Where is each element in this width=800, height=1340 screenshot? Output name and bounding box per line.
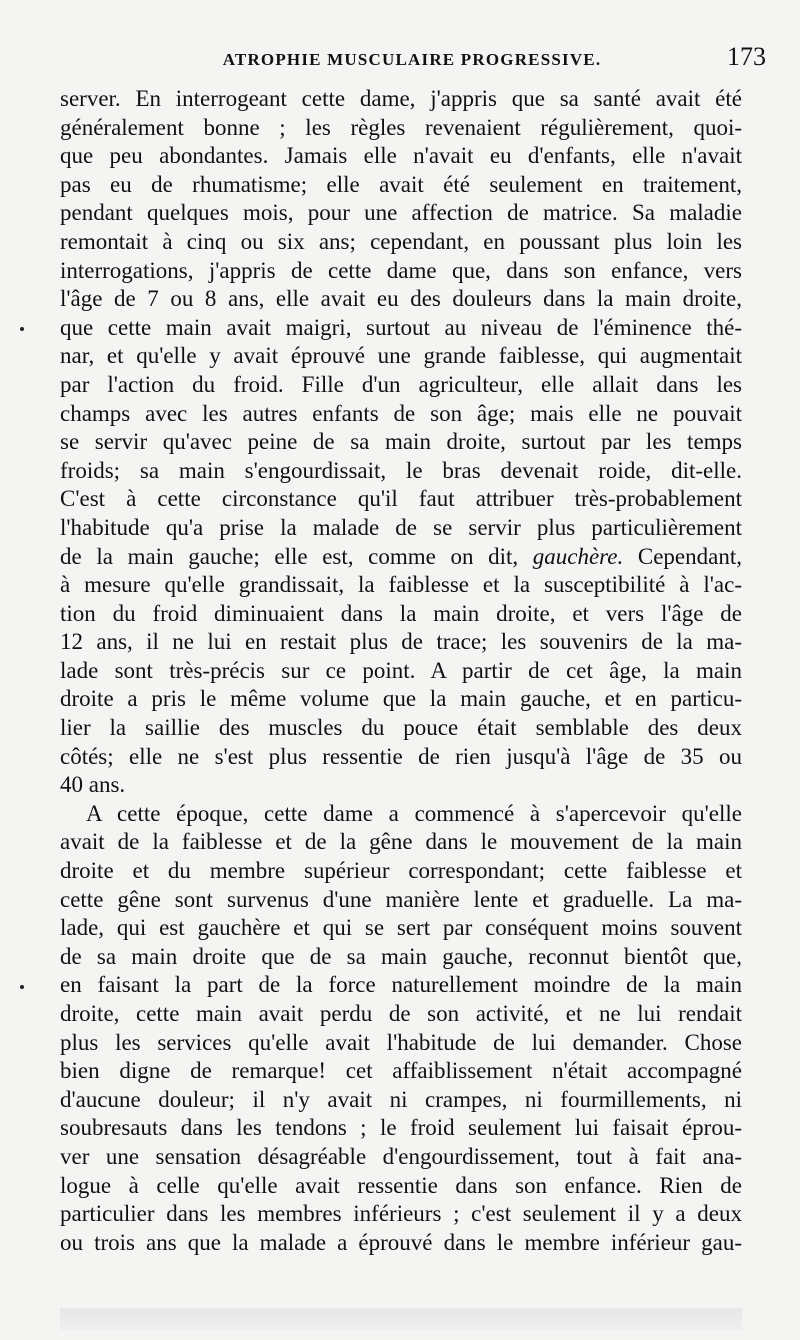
text-line: que peu abondantes. Jamais elle n'avait eu d'enfants, elle n'avait [60, 143, 742, 169]
show-through-shadow [60, 1308, 742, 1330]
text-line: droite, cette main avait perdu de son activité, et ne lui rendait [60, 1001, 742, 1026]
text-line: 12 ans, il ne lui en restait plus de trace; les souvenirs de la ma- [60, 629, 742, 655]
text-line: soubresauts dans les tendons ; le froid seulement lui faisait éprou- [60, 1115, 742, 1141]
text-line: 40 ans. [60, 772, 126, 798]
margin-dot [20, 327, 24, 331]
page-header [52, 40, 772, 80]
text-line: généralement bonne ; les règles revenaient régulièrement, quoi- [60, 114, 742, 140]
text-line: logue à celle qu'elle avait ressentie dans son enfance. Rien de [60, 1172, 742, 1198]
italic-word: gauchère. [532, 543, 624, 569]
text-line: d'aucune douleur; il n'y avait ni crampes, ni fourmillements, ni [60, 1086, 742, 1112]
text-line: lade sont très-précis sur ce point. A partir de cet âge, la main [60, 657, 742, 683]
text-line: tion du froid diminuaient dans la main droite, et vers l'âge de [60, 600, 742, 626]
text-line: champs avec les autres enfants de son âge; mais elle ne pouvait [60, 400, 742, 426]
paragraph-first-line: A cette époque, cette dame a commencé à s'apercevoir qu'elle [86, 800, 742, 826]
text-line: interrogations, j'appris de cette dame que, dans son enfance, vers [60, 257, 742, 283]
running-title: ATROPHIE MUSCULAIRE PROGRESSIVE. [222, 50, 602, 69]
text-line: droite a pris le même volume que la main gauche, et en particu- [60, 686, 742, 712]
text-line: avait de la faiblesse et de la gêne dans le mouvement de la main [60, 829, 742, 855]
text-line: se servir qu'avec peine de sa main droite, surtout par les temps [60, 429, 742, 455]
text-line: C'est à cette circonstance qu'il faut attribuer très-probablement [60, 486, 742, 512]
text-line: plus les services qu'elle avait l'habitude de lui demander. Chose [60, 1029, 742, 1055]
text-line: en faisant la part de la force naturellement moindre de la main [60, 972, 742, 998]
text-line: nar, et qu'elle y avait éprouvé une grande faiblesse, qui augmentait [60, 343, 742, 369]
text-line: droite et du membre supérieur correspondant; cette faiblesse et [60, 858, 742, 884]
text-line: server. En interrogeant cette dame, j'appris que sa santé avait été [60, 86, 742, 111]
text-line: de sa main droite que de sa main gauche, reconnut bientôt que, [60, 943, 742, 969]
body-text [60, 85, 742, 1257]
text-line: l'habitude qu'a prise la malade de se servir plus particulièrement [60, 514, 742, 540]
text-line: particulier dans les membres inférieurs ; c'est seulement il y a deux [60, 1201, 742, 1227]
text-line: lade, qui est gauchère et qui se sert par conséquent moins souvent [60, 915, 742, 941]
text-line: ou trois ans que la malade a éprouvé dans le membre inférieur gau- [60, 1229, 742, 1255]
text-line: bien digne de remarque! cet affaiblissement n'était accompagné [60, 1058, 742, 1084]
text-line: cette gêne sont survenus d'une manière lente et graduelle. La ma- [60, 886, 742, 912]
text-segment: de la main gauche; elle est, comme on dit, [60, 543, 533, 569]
text-line: lier la saillie des muscles du pouce était semblable des deux [60, 715, 742, 741]
text-line: l'âge de 7 ou 8 ans, elle avait eu des douleurs dans la main droite, [60, 286, 742, 312]
page-number: 173 [727, 42, 766, 71]
text-line: que cette main avait maigri, surtout au niveau de l'éminence thé- [60, 314, 742, 340]
text-line: pendant quelques mois, pour une affection de matrice. Sa maladie [60, 200, 742, 226]
text-line: froids; sa main s'engourdissait, le bras devenait roide, dit-elle. [60, 457, 742, 483]
text-line-with-italic [60, 543, 742, 572]
text-line: remontait à cinq ou six ans; cependant, en poussant plus loin les [60, 228, 742, 254]
text-segment: Cependant, [623, 543, 742, 569]
text-line: côtés; elle ne s'est plus ressentie de rien jusqu'à l'âge de 35 ou [60, 743, 742, 769]
text-line: pas eu de rhumatisme; elle avait été seulement en traitement, [60, 171, 742, 197]
text-line: à mesure qu'elle grandissait, la faiblesse et la susceptibilité à l'ac- [60, 572, 742, 598]
margin-dot [20, 985, 24, 989]
text-line: par l'action du froid. Fille d'un agriculteur, elle allait dans les [60, 371, 742, 397]
text-line: ver une sensation désagréable d'engourdissement, tout à fait ana- [60, 1143, 742, 1169]
